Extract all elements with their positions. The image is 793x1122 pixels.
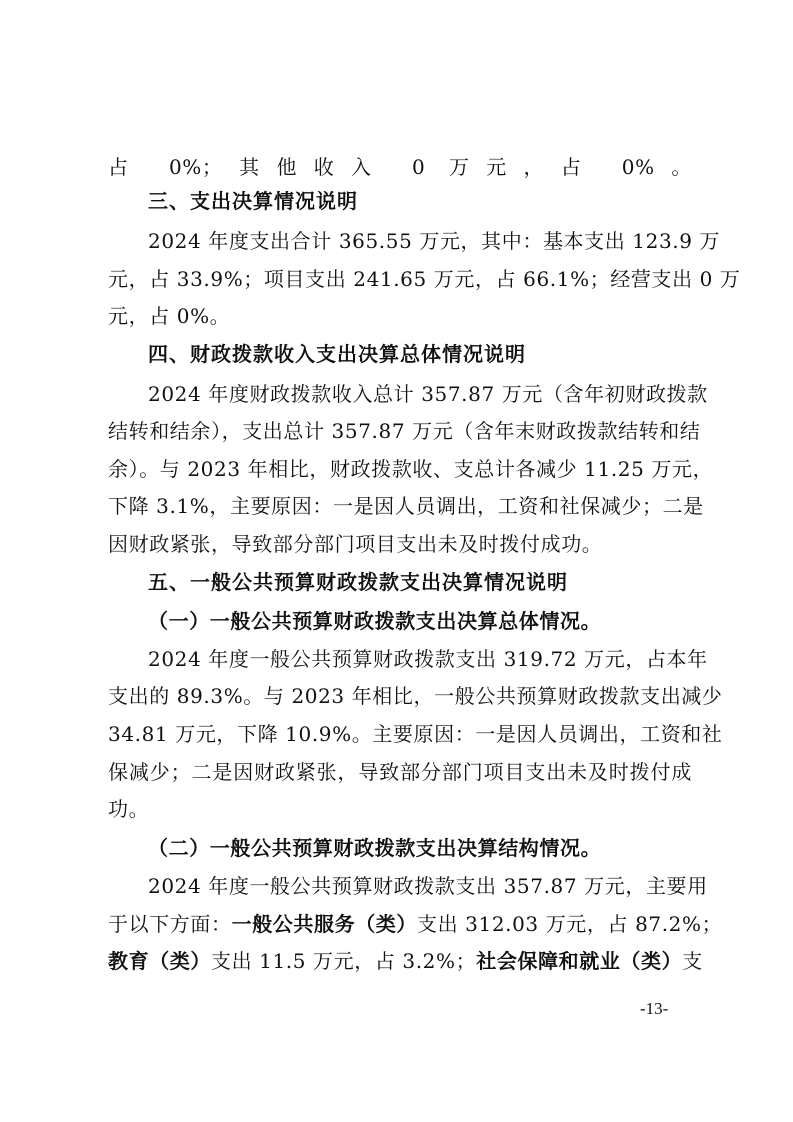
body-line: 保减少；二是因财政紧张，导致部分部门项目支出未及时拨付成 [108,760,692,784]
body-line [108,909,723,939]
body-text: 支出 312.03 万元，占 87.2%； [417,912,723,936]
section-heading-general-budget: 五、一般公共预算财政拨款支出决算情况说明 [148,570,568,594]
subsection-heading-overall: （一）一般公共预算财政拨款支出决算总体情况。 [148,609,602,633]
body-line: 2024 年度一般公共预算财政拨款支出 357.87 万元，主要用 [148,874,708,898]
body-line: 支出的 89.3%。与 2023 年相比，一般公共预算财政拨款支出减少 [108,684,723,708]
body-line: 因财政紧张，导致部分部门项目支出未及时拨付成功。 [108,532,603,556]
body-line: 34.81 万元，下降 10.9%。主要原因：一是因人员调出，工资和社 [108,722,723,746]
page-number: -13- [640,999,669,1018]
section-heading-fiscal-overall: 四、财政拨款收入支出决算总体情况说明 [148,342,526,366]
body-line: 元，占 0%。 [108,304,231,328]
body-line: 占 0%；其他收入 0 万元，占 0%。 [108,155,692,179]
body-line: 2024 年度一般公共预算财政拨款支出 319.72 万元，占本年 [148,647,708,671]
section-heading-expenditure: 三、支出决算情况说明 [148,189,358,213]
category-education: 教育（类） [108,949,211,973]
body-line: 下降 3.1%，主要原因：一是因人员调出，工资和社保减少；二是 [108,494,704,518]
category-social-security: 社会保障和就业（类） [476,949,683,973]
body-line: 2024 年度支出合计 365.55 万元，其中：基本支出 123.9 万 [148,229,721,253]
subsection-heading-structure: （二）一般公共预算财政拨款支出决算结构情况。 [148,836,602,860]
category-general-public-services: 一般公共服务（类） [231,912,418,936]
body-text: 支 [682,949,703,973]
body-line: 功。 [108,797,150,821]
body-line: 余）。与 2023 年相比，财政拨款收、支总计各减少 11.25 万元， [108,457,714,481]
body-text: 支出 11.5 万元，占 3.2%； [211,949,477,973]
body-line [108,946,703,976]
body-line: 2024 年度财政拨款收入总计 357.87 万元（含年初财政拨款 [148,382,708,406]
body-text: 于以下方面： [108,912,232,936]
body-line: 元，占 33.9%；项目支出 241.65 万元，占 66.1%；经营支出 0 万 [108,267,741,291]
body-line: 结转和结余），支出总计 357.87 万元（含年末财政拨款结转和结 [108,419,701,443]
